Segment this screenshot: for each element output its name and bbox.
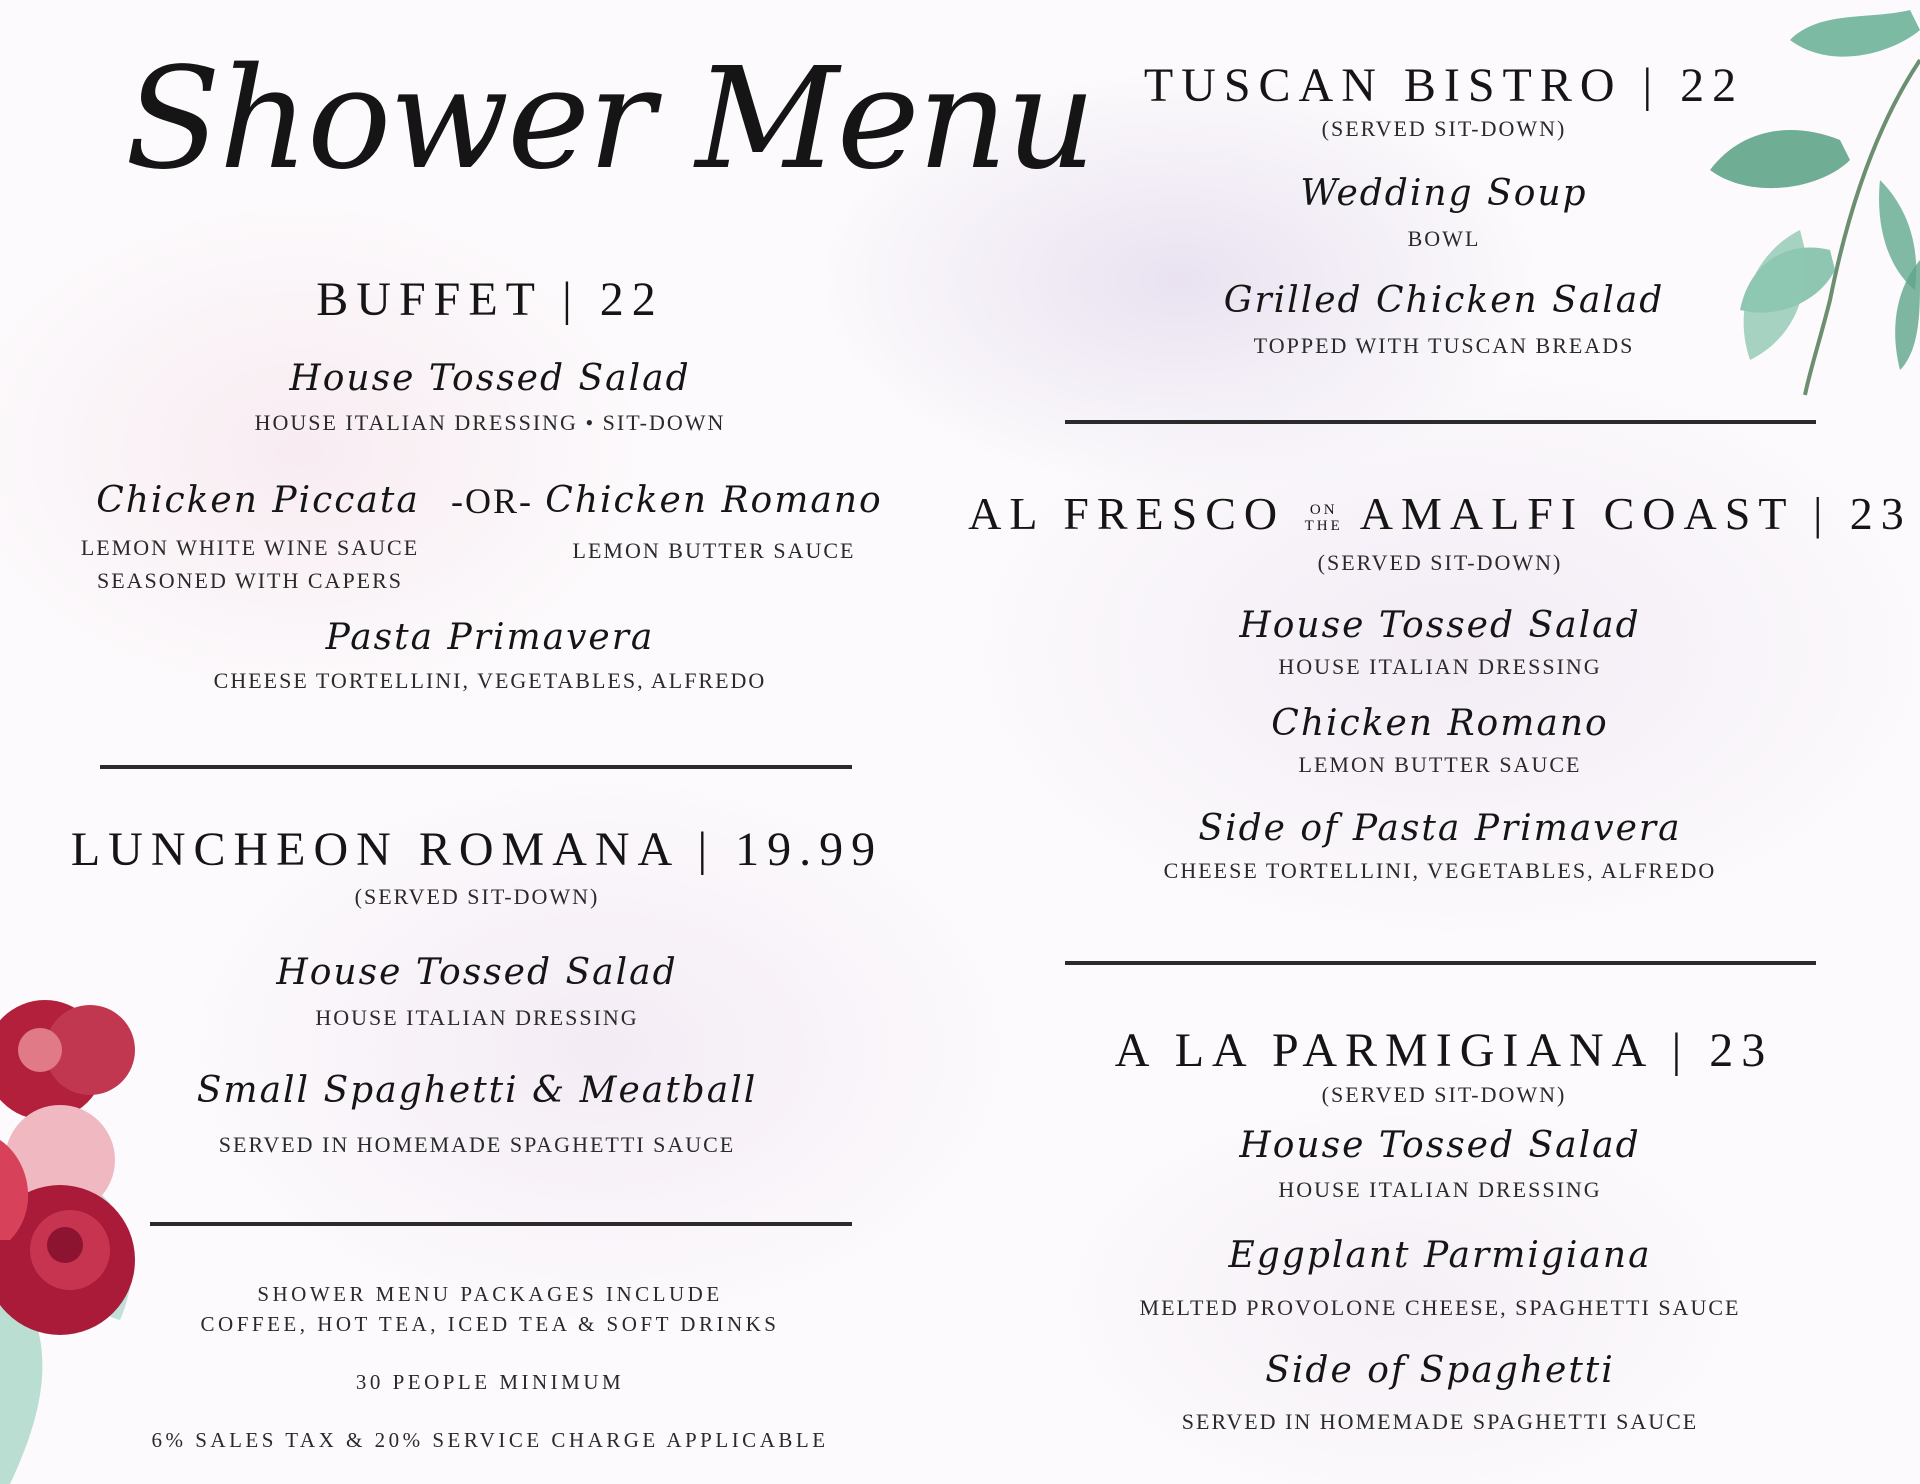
tuscan-soup-desc: BOWL [1407,226,1481,251]
floral-decoration [0,990,180,1484]
luncheon-sub: (SERVED SIT-DOWN) [354,884,600,909]
parmigiana-salad-name: House Tossed Salad [1239,1125,1641,1166]
tuscan-header: TUSCAN BISTRO | 22 [1143,59,1745,112]
divider-left-1 [100,765,852,769]
alfresco-the: THE [1304,518,1343,535]
alfresco-header [968,487,1912,540]
tuscan-sub: (SERVED SIT-DOWN) [1321,116,1567,141]
tuscan-chicken-salad-name: Grilled Chicken Salad [1223,280,1665,321]
buffet-pasta-desc: CHEESE TORTELLINI, VEGETABLES, ALFREDO [213,668,767,693]
parmigiana-salad-desc: HOUSE ITALIAN DRESSING [1278,1177,1602,1202]
divider-left-2 [150,1222,852,1226]
parmigiana-spaghetti-name: Side of Spaghetti [1265,1350,1615,1391]
parmigiana-eggplant-name: Eggplant Parmigiana [1228,1235,1652,1276]
alfresco-on: ON [1309,502,1338,519]
notes-line4: 6% SALES TAX & 20% SERVICE CHARGE APPLICABLE [151,1428,829,1452]
luncheon-salad-name: House Tossed Salad [276,952,678,993]
alfresco-header-left: AL FRESCO [968,488,1286,539]
divider-right-1 [1065,420,1816,424]
alfresco-salad-name: House Tossed Salad [1239,605,1641,646]
parmigiana-spaghetti-desc: SERVED IN HOMEMADE SPAGHETTI SAUCE [1181,1409,1699,1434]
alfresco-header-right: AMALFI COAST | 23 [1359,488,1912,539]
alfresco-pasta-desc: CHEESE TORTELLINI, VEGETABLES, ALFREDO [1163,858,1717,883]
divider-right-2 [1065,961,1816,965]
luncheon-spaghetti-name: Small Spaghetti & Meatball [196,1070,758,1111]
buffet-header: BUFFET | 22 [316,273,664,326]
buffet-piccata-name: Chicken Piccata [96,480,420,521]
buffet-salad-name: House Tossed Salad [289,358,691,399]
alfresco-sub: (SERVED SIT-DOWN) [1317,550,1563,575]
buffet-romano-name: Chicken Romano [545,480,883,521]
alfresco-pasta-name: Side of Pasta Primavera [1198,808,1682,849]
alfresco-romano-name: Chicken Romano [1271,703,1609,744]
alfresco-salad-desc: HOUSE ITALIAN DRESSING [1278,654,1602,679]
page-title: Shower Menu [125,38,1095,201]
luncheon-salad-desc: HOUSE ITALIAN DRESSING [315,1005,639,1030]
parmigiana-sub: (SERVED SIT-DOWN) [1321,1082,1567,1107]
luncheon-spaghetti-desc: SERVED IN HOMEMADE SPAGHETTI SAUCE [218,1132,736,1157]
buffet-piccata-desc1: LEMON WHITE WINE SAUCE [80,535,420,560]
parmigiana-header: A LA PARMIGIANA | 23 [1114,1024,1774,1077]
tuscan-soup-name: Wedding Soup [1300,173,1588,214]
luncheon-header: LUNCHEON ROMANA | 19.99 [70,823,884,876]
notes-line2: COFFEE, HOT TEA, ICED TEA & SOFT DRINKS [200,1312,780,1336]
alfresco-on-the [1305,502,1343,534]
buffet-romano-desc: LEMON BUTTER SAUCE [572,538,856,563]
buffet-salad-desc: HOUSE ITALIAN DRESSING • SIT-DOWN [254,410,726,435]
buffet-or-label: -OR- [451,481,533,521]
buffet-piccata-desc2: SEASONED WITH CAPERS [96,568,404,593]
tuscan-chicken-salad-desc: TOPPED WITH TUSCAN BREADS [1253,333,1635,358]
buffet-pasta-name: Pasta Primavera [325,617,655,658]
alfresco-romano-desc: LEMON BUTTER SAUCE [1298,752,1582,777]
notes-line1: SHOWER MENU PACKAGES INCLUDE [257,1282,723,1306]
parmigiana-eggplant-desc: MELTED PROVOLONE CHEESE, SPAGHETTI SAUCE [1139,1295,1741,1320]
notes-line3: 30 PEOPLE MINIMUM [355,1370,625,1394]
